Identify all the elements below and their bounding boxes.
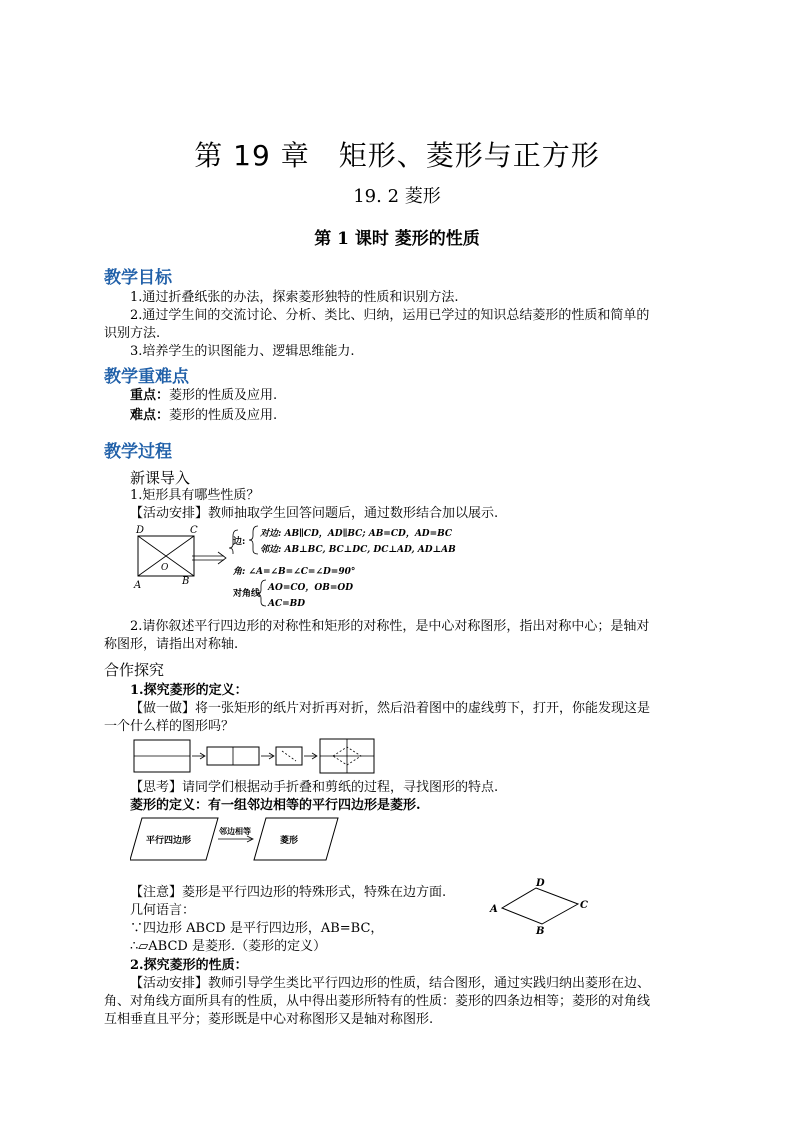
rect-label-c: C	[190, 525, 198, 536]
activity-1: 【活动安排】教师抽取学生回答问题后，通过数形结合加以展示.	[130, 506, 499, 521]
difficult-text: 菱形的性质及应用.	[169, 408, 278, 423]
key-label: 重点：	[130, 388, 170, 403]
rect-label-b: B	[182, 576, 190, 587]
intro-title: 新课导入	[130, 469, 191, 487]
explore-1-title: 1.探究菱形的定义：	[130, 683, 248, 698]
try-line-2: 一个什么样的图形吗？	[104, 719, 235, 734]
rhombus-label-d: D	[536, 878, 545, 889]
chapter-title: 第 19 章 矩形、菱形与正方形	[194, 139, 600, 172]
paper-folding-diagram	[130, 737, 380, 775]
objective-3: 3.培养学生的识图能力、逻辑思维能力.	[130, 344, 355, 359]
difficult-label: 难点：	[130, 408, 170, 423]
think-line: 【思考】请同学们根据动手折叠和剪纸的过程，寻找图形的特点.	[130, 780, 499, 795]
note-line: 【注意】菱形是平行四边形的特殊形式，特殊在边方面.	[130, 885, 447, 900]
rectangle-properties-diagram	[130, 524, 510, 614]
coop-title: 合作探究	[104, 661, 165, 679]
process-heading: 教学过程	[104, 442, 172, 462]
key-text: 菱形的性质及应用.	[169, 388, 278, 403]
flow-left-label: 平行四边形	[146, 836, 192, 846]
definition-flow-diagram	[130, 814, 350, 864]
prop-diag-label: 对角线	[233, 589, 261, 599]
prop-diag-1: AO=CO，OB=OD	[268, 583, 353, 593]
question-2-line-1: 2.请你叙述平行四边形的对称性和矩形的对称性，是中心对称图形，指出对称中心；是轴对	[130, 619, 650, 634]
rhombus-definition: 菱形的定义：有一组邻边相等的平行四边形是菱形.	[130, 798, 421, 813]
rect-label-o: O	[161, 563, 169, 573]
prop-side-1: 对边: AB∥CD，AD∥BC; AB=CD，AD=BC	[260, 529, 453, 539]
key-point	[130, 386, 277, 405]
prop-angle: 角: ∠A=∠B=∠C=∠D=90°	[233, 567, 356, 577]
activity-2-line-2: 角、对角线方面所具有的性质，从中得出菱形所特有的性质：菱形的四条边相等；菱形的对角线	[104, 994, 651, 1009]
objective-1: 1.通过折叠纸张的办法，探索菱形独特的性质和识别方法.	[130, 290, 459, 305]
keypoints-heading: 教学重难点	[104, 367, 189, 387]
activity-2-line-3: 互相垂直且平分；菱形既是中心对称图形又是轴对称图形.	[104, 1012, 434, 1027]
difficult-point	[130, 406, 277, 425]
objective-2-cont: 识别方法.	[104, 326, 161, 341]
prop-side-2: 邻边: AB⊥BC, BC⊥DC, DC⊥AD, AD⊥AB	[260, 545, 456, 555]
lesson-title: 第 1 课时 菱形的性质	[314, 229, 480, 249]
section-title: 19. 2 菱形	[353, 186, 441, 207]
prop-side-label: 边:	[233, 537, 246, 547]
rhombus-label-a: A	[490, 904, 498, 915]
explore-2-title: 2.探究菱形的性质：	[130, 958, 248, 973]
rhombus-abcd-diagram	[486, 876, 596, 936]
activity-2-line-1: 【活动安排】教师引导学生类比平行四边形的性质，结合图形，通过实践归纳出菱形在边、	[130, 976, 651, 991]
geo-line-1: ∵四边形 ABCD 是平行四边形，AB=BC，	[130, 921, 384, 936]
objective-2: 2.通过学生间的交流讨论、分析、类比、归纳，运用已学过的知识总结菱形的性质和简单的	[130, 308, 650, 323]
rect-label-d: D	[136, 525, 145, 536]
geo-language-label: 几何语言：	[130, 903, 196, 918]
rect-label-a: A	[134, 580, 142, 591]
prop-diag-2: AC=BD	[268, 599, 306, 609]
rhombus-label-b: B	[536, 926, 545, 936]
flow-right-label: 菱形	[280, 836, 299, 846]
objectives-heading: 教学目标	[104, 268, 172, 288]
try-line-1: 【做一做】将一张矩形的纸片对折再对折，然后沿着图中的虚线剪下，打开，你能发现这是	[130, 701, 651, 716]
rhombus-label-c: C	[580, 900, 588, 911]
flow-arrow-label: 邻边相等	[219, 826, 251, 836]
geo-line-2: ∴▱ABCD 是菱形.（菱形的定义）	[130, 939, 327, 954]
question-1: 1.矩形具有哪些性质？	[130, 488, 260, 503]
question-2-line-2: 称图形，请指出对称轴.	[104, 637, 239, 652]
